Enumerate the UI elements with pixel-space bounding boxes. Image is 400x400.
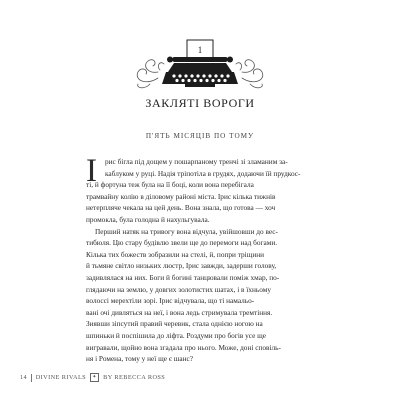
text-line: тибюля. Цю стару будівлю звели ще до перемоги над богами.: [86, 238, 278, 248]
typewriter-ornament: [0, 0, 400, 100]
ornament-icon: ✦: [90, 373, 99, 382]
text-line: глядаючи на землю, у довгих золотистих шатах, і в їхньому: [86, 284, 272, 294]
text-line: й тьмяне світло низьких люстр, Ірис завжди, задерши голову,: [86, 261, 277, 271]
text-line: трамвайну колію в діловому районі міста. Ірис кілька тижнів: [86, 191, 276, 201]
author-name: BY REBECCA ROSS: [103, 374, 166, 381]
chapter-title: ЗАКЛЯТІ ВОРОГИ: [145, 96, 255, 110]
section-heading: П'ЯТЬ МІСЯЦІВ ПО ТОМУ: [145, 132, 255, 140]
text-line: ті, й фортуна теж була на її боці, коли вона перебігала: [86, 180, 254, 190]
book-title: DIVINE RIVALS: [35, 374, 87, 381]
text-line: вані очі дивляться на неї, і вона ледь стримувала тремтіння.: [86, 307, 273, 317]
text-line: вигравали, щойно вона згадала про нього. Може, доні сповіль-: [86, 342, 281, 352]
page-number: 14: [20, 374, 28, 381]
text-line: шпиньки й поспішила до ліфта. Роздуми про богів усе ще: [86, 330, 267, 340]
drop-cap: І: [86, 153, 97, 189]
text-line: Зиявши зіпсутий правий черевик, стала однією ногою на: [86, 319, 263, 329]
body-text: [86, 153, 318, 365]
chapter-number: 1: [197, 45, 203, 55]
text-line: волоссі мерехтіли зорі. Ірис відчувала, що ті намальо-: [86, 296, 255, 306]
right-flourish-icon: [236, 60, 263, 88]
paragraph-2: [86, 226, 318, 365]
text-line: нетерпляче чекала на цей день. Вона знала, що готова — хоч: [86, 203, 276, 213]
divider: [31, 374, 32, 382]
text-line: рис бігла під дощем у пошарпаному тренчі зі зламаним за-: [105, 157, 288, 166]
text-line: задивлялася на них. Боги й богині танцювали поміж хмар, по-: [86, 272, 280, 282]
left-flourish-icon: [137, 60, 164, 88]
text-line: промокла, була голодна й нахульгувала.: [86, 214, 210, 224]
text-line: каблуком у руці. Надія тріпотіла в грудях, додаючи їй прудкос-: [105, 168, 301, 178]
paragraph-1: [86, 153, 318, 226]
text-line: ня і Ромена, тому у неї ще є шанс?: [86, 354, 194, 364]
text-line: Перший натяк на тривогу вона відчула, увійшовши до вес-: [95, 226, 278, 236]
page-footer: [20, 373, 165, 382]
text-line: Кілька тих божеств зобразили на стелі, й, попри тріщини: [86, 249, 265, 259]
